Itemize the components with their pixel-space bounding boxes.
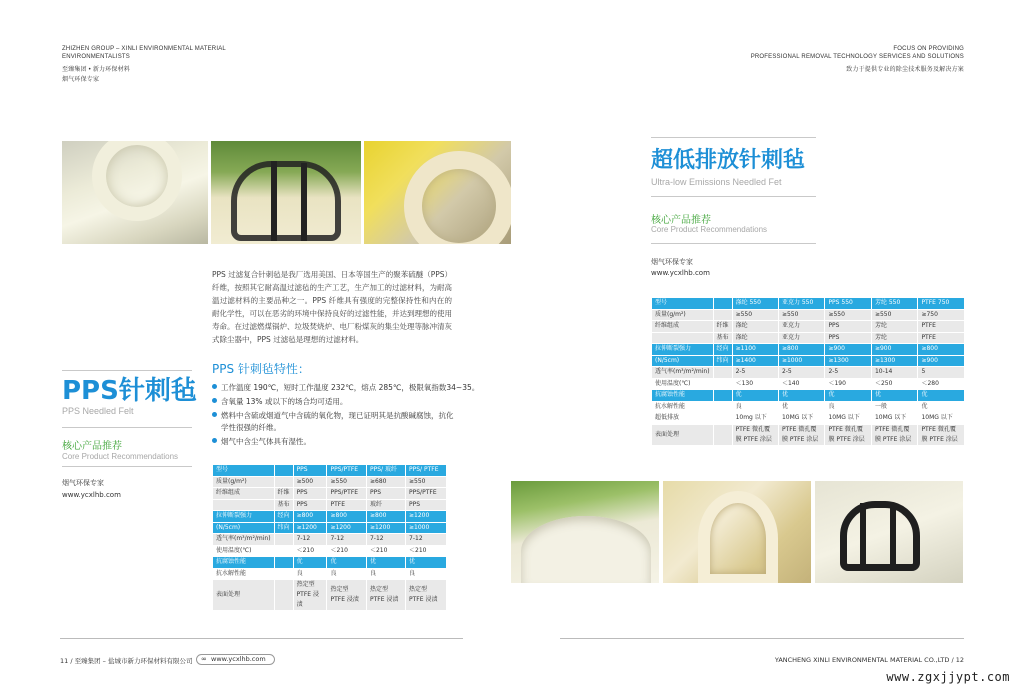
table-cell: PPS/PTFE	[327, 465, 367, 477]
table-cell: ＜140	[778, 378, 825, 390]
row-label: 抗水解性能	[213, 568, 275, 580]
table-cell: ≥800	[778, 344, 825, 356]
table-cell: 7-12	[293, 534, 327, 546]
row-sublabel	[713, 390, 732, 402]
row-sublabel	[274, 580, 293, 611]
table-cell: ＜250	[871, 378, 918, 390]
table-cell: 热定型 PTFE 浸渍	[327, 580, 367, 611]
row-sublabel: 基布	[274, 499, 293, 511]
table-cell: ≥550	[406, 476, 447, 488]
feature-item: 燃料中含硫或烟道气中含硫的氧化物，现已证明其是抗酸碱腐蚀，抗化	[212, 410, 454, 421]
row-sublabel: 经向	[713, 344, 732, 356]
row-sublabel	[713, 413, 732, 425]
table-row	[652, 298, 965, 310]
table-cell: 7-12	[327, 534, 367, 546]
cage-bag-photo	[815, 481, 963, 583]
table-cell: ≥550	[732, 309, 778, 321]
table-row	[652, 355, 965, 367]
table-row	[213, 511, 447, 523]
table-cell: 优	[871, 390, 918, 402]
table-row	[652, 413, 965, 425]
row-sublabel: 纤维	[713, 321, 732, 333]
table-cell: 良	[293, 568, 327, 580]
section-title: 超低排放针刺毡	[651, 148, 806, 173]
table-row	[213, 557, 447, 569]
table-row	[652, 332, 965, 344]
feature-item: 含氧量 13% 或以下的场合均可适用。	[212, 396, 347, 407]
table-cell: PTFE 微孔覆膜 PTFE 涂层	[732, 424, 778, 445]
table-cell: ≥680	[366, 476, 405, 488]
table-cell: 5	[918, 367, 965, 379]
row-sublabel	[713, 401, 732, 413]
intro-paragraph: PPS 过滤复合针刺毡是我厂选用美国、日本等国生产的聚苯硫醚（PPS）纤维，按照其它耐高温过滤毡的生产工艺，生产加工的过滤材料，为耐高温过滤材料的主要品种之一。PPS 纤维具有强度的完整保持性和内在的耐化学性，可以在恶劣的环境中保持良好的过滤性能，并达到理想的使用寿命。在过滤燃煤锅炉、垃圾焚烧炉、电厂粉煤灰的集尘处理等脉冲清灰式除尘器中，PPS 过滤毡是理想的过滤材料。	[212, 270, 452, 344]
table-cell: PPS/ 玻纤	[366, 465, 405, 477]
table-cell: ≥1000	[406, 522, 447, 534]
table-cell: 亚克力 550	[778, 298, 825, 310]
divider	[651, 137, 816, 138]
table-row	[652, 390, 965, 402]
table-cell: 芳纶 550	[871, 298, 918, 310]
footer-left-page: 11 / 至臻集团 – 盐城市新力环保材料有限公司	[60, 657, 193, 665]
table-cell: 良	[825, 401, 872, 413]
table-cell: ≥900	[825, 344, 872, 356]
table-cell: 优	[918, 390, 965, 402]
row-label: 使用温度(℃)	[652, 378, 714, 390]
table-row	[652, 309, 965, 321]
table-row	[213, 545, 447, 557]
row-sublabel: 纬向	[713, 355, 732, 367]
divider	[651, 243, 816, 244]
row-sublabel: 基布	[713, 332, 732, 344]
table-cell: ＜130	[732, 378, 778, 390]
table-cell: ≥500	[293, 476, 327, 488]
pps-spec-table	[212, 464, 447, 611]
divider	[62, 466, 192, 467]
row-sublabel	[274, 534, 293, 546]
table-cell: PPS	[825, 321, 872, 333]
row-sublabel: 纬向	[274, 522, 293, 534]
table-cell: 良	[406, 568, 447, 580]
rec-title: 核心产品推荐	[62, 441, 122, 452]
table-cell: 10MG 以下	[871, 413, 918, 425]
row-label: 表面处理	[652, 424, 714, 445]
table-cell: ≥1200	[293, 522, 327, 534]
table-cell: 良	[366, 568, 405, 580]
table-cell: 优	[327, 557, 367, 569]
filter-bag-photo	[364, 141, 511, 244]
ultra-low-spec-table	[651, 297, 965, 446]
table-cell: 热定型 PTFE 浸渍	[366, 580, 405, 611]
table-cell: 10mg 以下	[732, 413, 778, 425]
row-label	[213, 499, 275, 511]
table-cell: ≥1300	[871, 355, 918, 367]
row-label: 使用温度(℃)	[213, 545, 275, 557]
table-cell: 涤纶 550	[732, 298, 778, 310]
row-label: 超低排放	[652, 413, 714, 425]
right-header: FOCUS ON PROVIDING PROFESSIONAL REMOVAL TECHNOLOGY SERVICES AND SOLUTIONS 致力于提供专业的除尘技术服务及解决方案	[750, 46, 964, 73]
table-cell: ≥800	[366, 511, 405, 523]
table-cell: ＜210	[327, 545, 367, 557]
table-cell: ＜210	[406, 545, 447, 557]
table-cell: ≥1200	[406, 511, 447, 523]
table-row	[213, 568, 447, 580]
table-cell: 玻纤	[366, 499, 405, 511]
row-label: 抗腐蚀性能	[652, 390, 714, 402]
table-cell: ≥1200	[327, 522, 367, 534]
table-cell: ≥1200	[366, 522, 405, 534]
row-label: (N/5cm)	[213, 522, 275, 534]
website-text: www.ycxlhb.com	[62, 491, 121, 499]
felt-roll-photo	[62, 141, 208, 244]
table-cell: PPS	[293, 488, 327, 500]
row-label: 型号	[652, 298, 714, 310]
expert-label: 烟气环保专家	[651, 258, 693, 266]
table-cell: PPS	[293, 499, 327, 511]
table-cell: PTFE	[918, 332, 965, 344]
section-title: PPS针刺毡	[62, 376, 197, 406]
table-cell: ≥800	[327, 511, 367, 523]
table-cell: ≥800	[293, 511, 327, 523]
row-sublabel	[274, 545, 293, 557]
row-label: 抗水解性能	[652, 401, 714, 413]
table-cell: 良	[732, 401, 778, 413]
table-row	[213, 534, 447, 546]
table-cell: 优	[778, 390, 825, 402]
table-row	[652, 321, 965, 333]
table-row	[213, 522, 447, 534]
table-cell: PTFE 微孔覆膜 PTFE 涂层	[871, 424, 918, 445]
table-row	[652, 424, 965, 445]
row-sublabel: 纤维	[274, 488, 293, 500]
table-cell: 良	[327, 568, 367, 580]
table-cell: PPS/PTFE	[406, 488, 447, 500]
row-sublabel: 经向	[274, 511, 293, 523]
table-cell: 亚克力	[778, 321, 825, 333]
row-label: 质量(g/m²)	[652, 309, 714, 321]
table-row	[652, 378, 965, 390]
left-header: ZHIZHEN GROUP – XINLI ENVIRONMENTAL MATERIAL ENVIRONMENTALISTS 至臻集团 • 新力环保材料 烟气环保专家	[62, 46, 226, 83]
table-cell: PTFE 微孔覆膜 PTFE 涂层	[778, 424, 825, 445]
row-label: 透气率(m³/m²/min)	[652, 367, 714, 379]
table-cell: ≥550	[825, 309, 872, 321]
row-label: (N/5cm)	[652, 355, 714, 367]
row-sublabel	[274, 476, 293, 488]
rec-subtitle: Core Product Recommendations	[62, 452, 179, 461]
table-cell: 涤纶	[732, 321, 778, 333]
link-icon: ∞	[201, 655, 207, 663]
table-cell: ≥550	[871, 309, 918, 321]
feature-item: 工作温度 190℃，短时工作温度 232℃，熔点 285℃，极限氧指数34~35。	[212, 382, 479, 393]
table-cell: ≥1000	[778, 355, 825, 367]
table-cell: 优	[293, 557, 327, 569]
table-cell: 优	[918, 401, 965, 413]
table-cell: ≥1300	[825, 355, 872, 367]
table-cell: PPS/ PTFE	[406, 465, 447, 477]
table-cell: 10MG 以下	[825, 413, 872, 425]
table-cell: ＜280	[918, 378, 965, 390]
table-cell: ≥550	[778, 309, 825, 321]
table-cell: 芳纶	[871, 321, 918, 333]
table-cell: ≥550	[327, 476, 367, 488]
table-cell: 热定型 PTFE 浸渍	[293, 580, 327, 611]
table-cell: 2-5	[732, 367, 778, 379]
row-sublabel	[713, 309, 732, 321]
table-cell: 热定型 PTFE 浸渍	[406, 580, 447, 611]
footer-divider	[60, 638, 463, 639]
table-cell: 2-5	[825, 367, 872, 379]
bullet-icon	[212, 412, 217, 417]
section-subtitle: PPS Needled Felt	[62, 406, 134, 416]
row-label: 纤维组成	[213, 488, 275, 500]
table-cell: PPS	[406, 499, 447, 511]
bullet-icon	[212, 384, 217, 389]
table-row	[213, 476, 447, 488]
row-sublabel	[713, 378, 732, 390]
table-cell: ≥800	[918, 344, 965, 356]
row-label: 表面处理	[213, 580, 275, 611]
feature-item: 烟气中含尘气体具有湿性。	[212, 436, 311, 447]
table-cell: PPS 550	[825, 298, 872, 310]
table-cell: 10MG 以下	[778, 413, 825, 425]
bullet-icon	[212, 398, 217, 403]
table-row	[213, 580, 447, 611]
felt-tube-photo	[663, 481, 811, 583]
table-row	[652, 367, 965, 379]
table-cell: PPS	[825, 332, 872, 344]
row-label: 拉伸断裂强力	[213, 511, 275, 523]
table-cell: PTFE	[918, 321, 965, 333]
table-cell: 优	[406, 557, 447, 569]
table-cell: 一般	[871, 401, 918, 413]
row-sublabel	[274, 557, 293, 569]
table-cell: 优	[366, 557, 405, 569]
table-cell: 7-12	[406, 534, 447, 546]
table-cell: PTFE 微孔覆膜 PTFE 涂层	[918, 424, 965, 445]
table-cell: PPS/PTFE	[327, 488, 367, 500]
watermark: www.zgxjjypt.com	[886, 670, 1010, 684]
table-cell: 10-14	[871, 367, 918, 379]
feature-item-continued: 学性很强的纤维。	[221, 423, 281, 432]
row-label: 拉伸断裂强力	[652, 344, 714, 356]
row-label: 质量(g/m²)	[213, 476, 275, 488]
expert-label: 烟气环保专家	[62, 479, 104, 487]
website-text: www.ycxlhb.com	[651, 269, 710, 277]
table-row	[652, 344, 965, 356]
table-cell: PTFE 微孔覆膜 PTFE 涂层	[825, 424, 872, 445]
table-cell: 10MG 以下	[918, 413, 965, 425]
table-cell: 2-5	[778, 367, 825, 379]
row-label: 型号	[213, 465, 275, 477]
table-cell: PTFE 750	[918, 298, 965, 310]
row-sublabel	[713, 424, 732, 445]
table-cell: PTFE	[327, 499, 367, 511]
row-label: 纤维组成	[652, 321, 714, 333]
table-cell: ≥900	[918, 355, 965, 367]
felt-bags-photo	[511, 481, 659, 583]
table-row	[652, 401, 965, 413]
row-label	[652, 332, 714, 344]
row-sublabel	[713, 298, 732, 310]
row-label: 抗腐蚀性能	[213, 557, 275, 569]
divider	[62, 427, 192, 428]
footer-divider	[560, 638, 964, 639]
table-cell: 亚克力	[778, 332, 825, 344]
rec-title: 核心产品推荐	[651, 215, 711, 226]
table-cell: ≥1100	[732, 344, 778, 356]
divider	[62, 370, 192, 371]
divider	[651, 196, 816, 197]
row-sublabel	[274, 465, 293, 477]
section-subtitle: Ultra-low Emissions Needled Fet	[651, 177, 782, 187]
table-cell: ≥1400	[732, 355, 778, 367]
table-cell: ≥750	[918, 309, 965, 321]
table-cell: 优	[825, 390, 872, 402]
table-cell: ≥900	[871, 344, 918, 356]
table-cell: ＜190	[825, 378, 872, 390]
table-cell: 优	[732, 390, 778, 402]
table-row	[213, 488, 447, 500]
table-cell: ＜210	[366, 545, 405, 557]
footer-url-pill[interactable]: ∞ www.ycxlhb.com	[196, 654, 275, 665]
table-cell: PPS	[366, 488, 405, 500]
bullet-icon	[212, 438, 217, 443]
table-cell: 芳纶	[871, 332, 918, 344]
table-cell: 优	[778, 401, 825, 413]
table-cell: 涤纶	[732, 332, 778, 344]
table-cell: 7-12	[366, 534, 405, 546]
rec-subtitle: Core Product Recommendations	[651, 225, 768, 234]
table-row	[213, 499, 447, 511]
filter-cage-photo	[211, 141, 361, 244]
table-row	[213, 465, 447, 477]
table-cell: PPS	[293, 465, 327, 477]
features-title: PPS 针刺毡特性：	[212, 362, 310, 376]
row-sublabel	[713, 367, 732, 379]
footer-right-page: YANCHENG XINLI ENVIRONMENTAL MATERIAL CO.,LTD / 12	[774, 656, 964, 664]
row-label: 透气率(m³/m²/min)	[213, 534, 275, 546]
row-sublabel	[274, 568, 293, 580]
table-cell: ＜210	[293, 545, 327, 557]
